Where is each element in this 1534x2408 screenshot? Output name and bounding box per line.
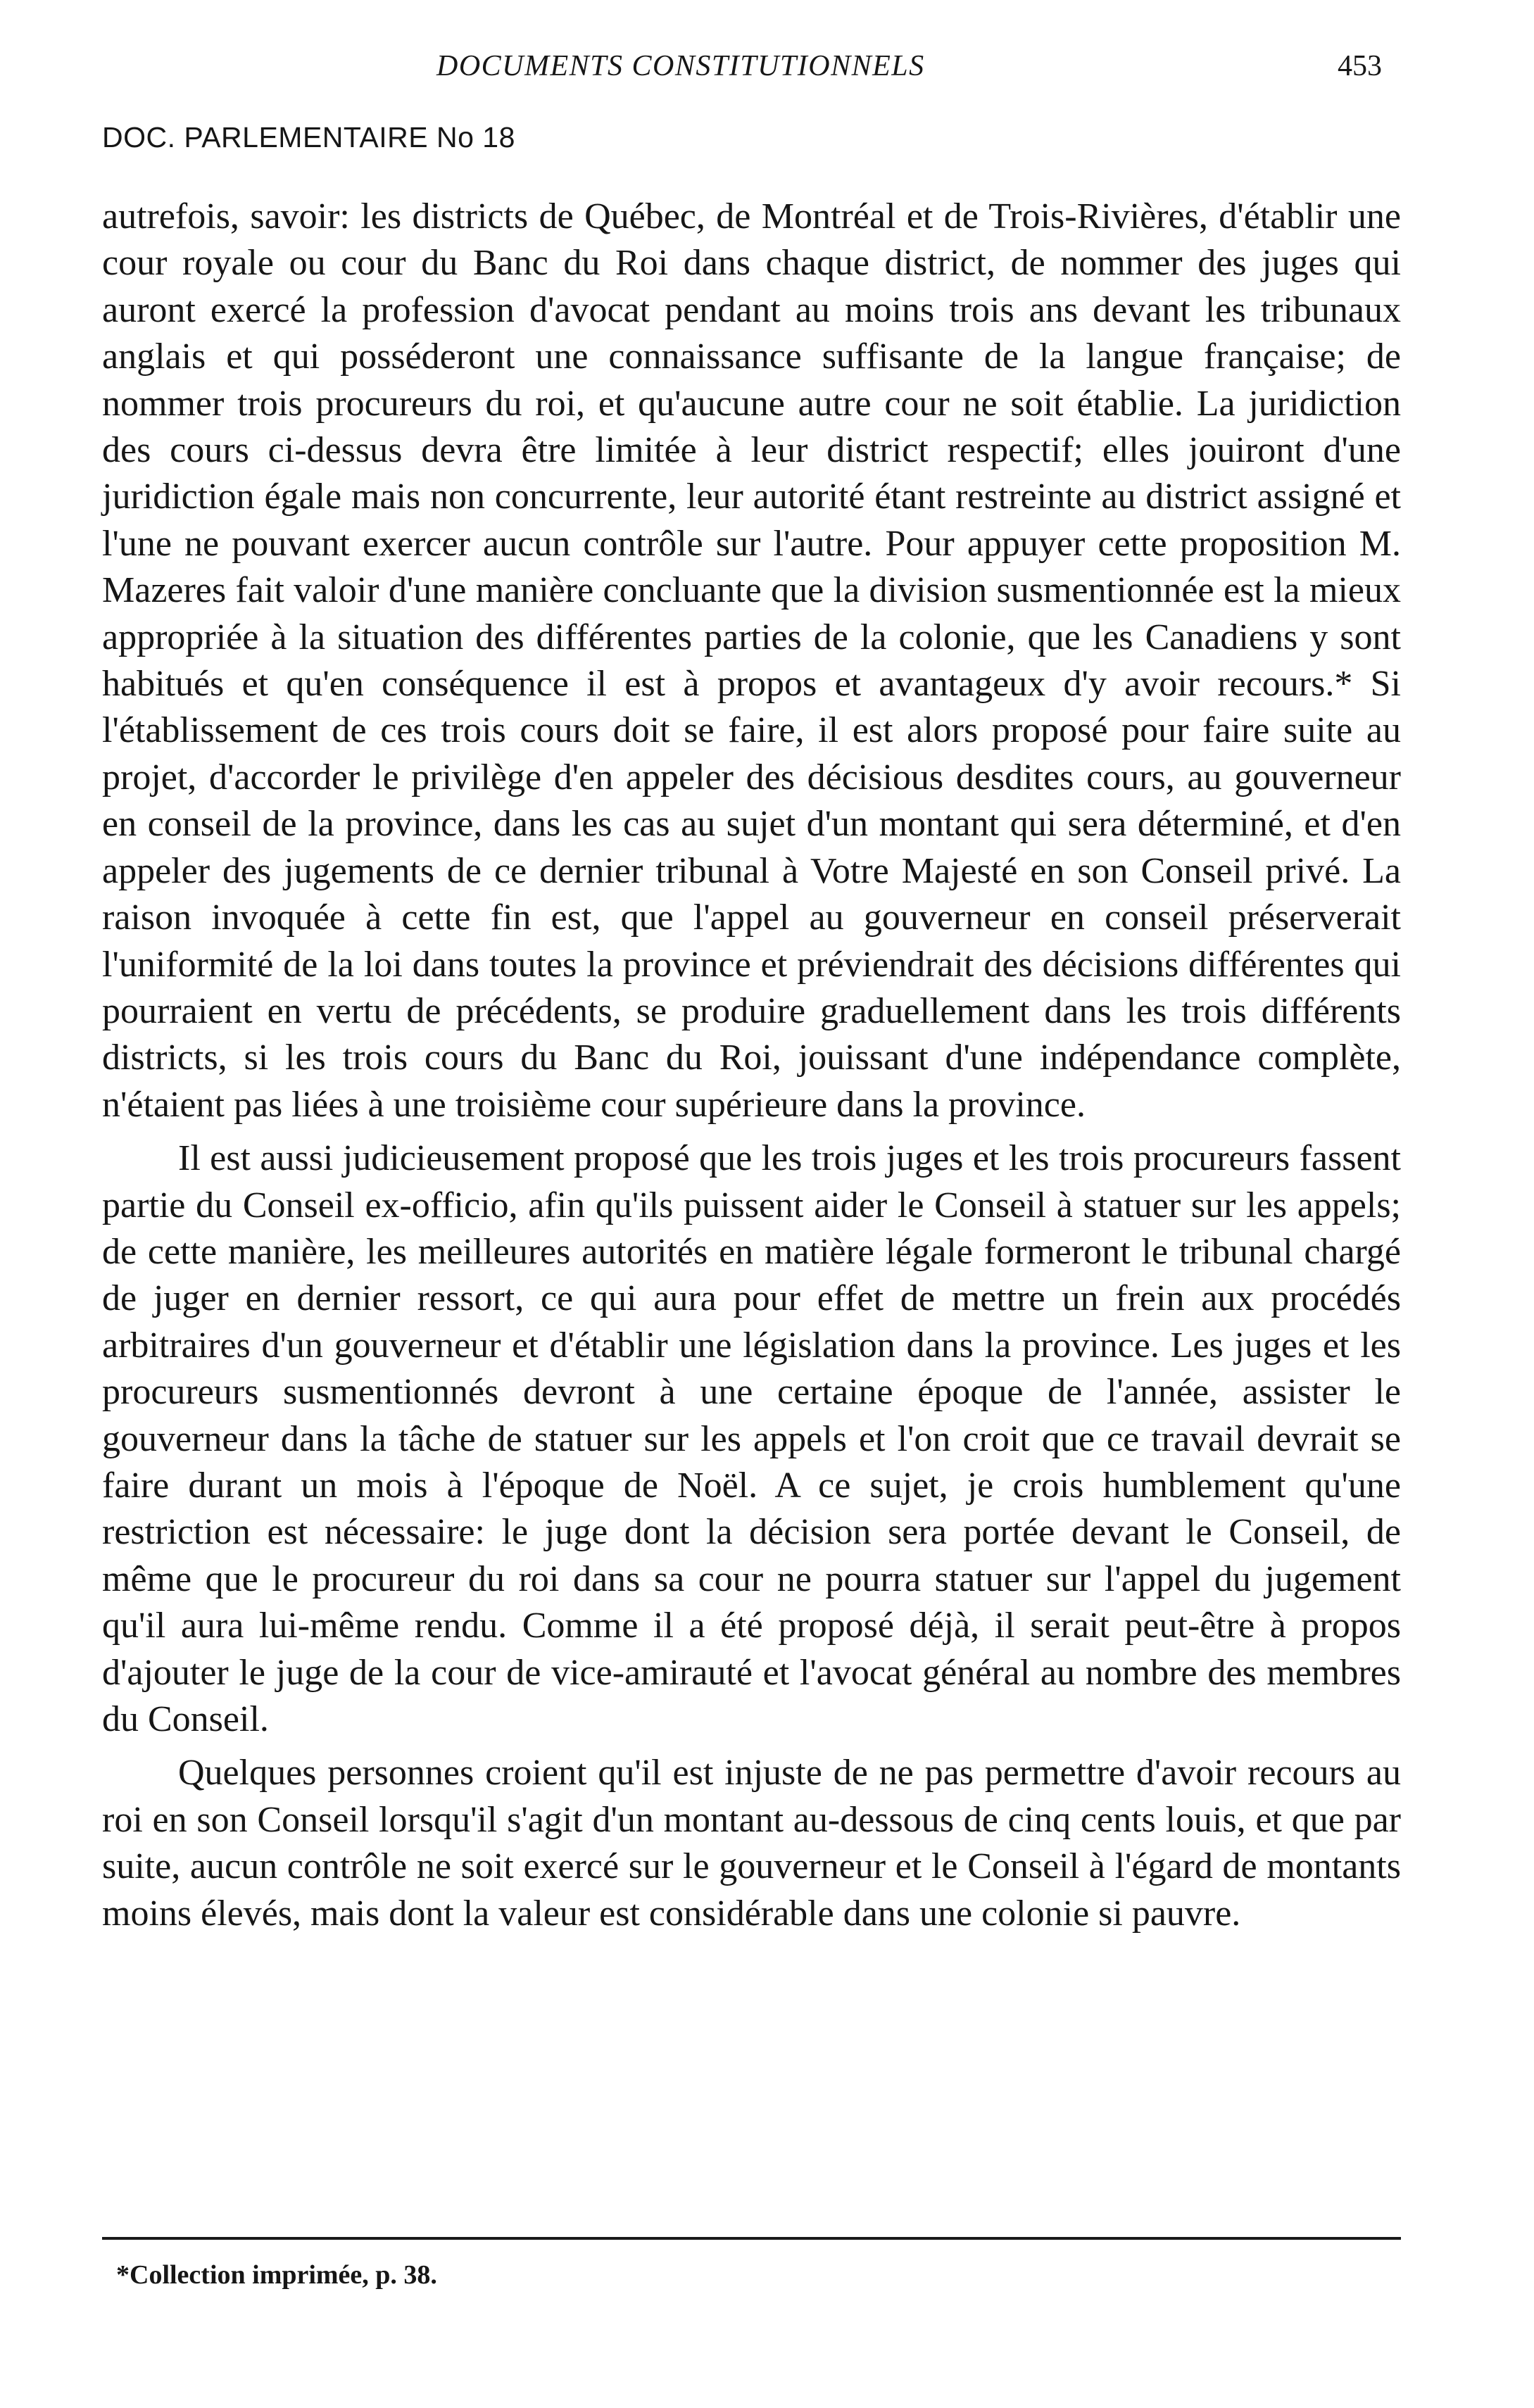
document-reference: DOC. PARLEMENTAIRE No 18 — [102, 121, 515, 153]
paragraph-1: autrefois, savoir: les districts de Québec, de Montréal et de Trois-Rivières, d'établir une cour royale ou cour du Banc du Roi dans chaque district, de nommer des juges qui auront exercé la profession d'avocat pendant au moins trois ans devant les tribunaux anglais et qui posséderont une connaissance suffisante de la langue française; de nommer trois procureurs du roi, et qu'aucune autre cour ne soit établie. La juridiction des cours ci-dessus devra être limitée à leur district respectif; elles jouiront d'une juridiction égale mais non concurrente, leur autorité étant restreinte au district assigné et l'une ne pouvant exercer aucun contrôle sur l'autre. Pour appuyer cette proposition M. Mazeres fait valoir d'une manière concluante que la division susmentionnée est la mieux appropriée à la situation des différentes parties de la colonie, que les Canadiens y sont habitués et qu'en conséquence il est à propos et avantageux d'y avoir recours.* Si l'établissement de ces trois cours doit se faire, il est alors proposé pour faire suite au projet, d'accorder le privilège d'en appeler des décisious desdites cours, au gouverneur en conseil de la province, dans les cas au sujet d'un montant qui sera déterminé, et d'en appeler des jugements de ce dernier tribunal à Votre Majesté en son Conseil privé. La raison invoquée à cette fin est, que l'appel au gouverneur en conseil préserverait l'uniformité de la loi dans toutes la province et préviendrait des décisions différentes qui pourraient en vertu de précédents, se produire graduellement dans les trois différents districts, si les trois cours du Banc du Roi, jouissant d'une indépendance complète, n'étaient pas liées à une troisième cour supérieure dans la province. — [102, 196, 1401, 1125]
footnote-divider — [102, 2237, 1401, 2240]
running-title: DOCUMENTS CONSTITUTIONNELS — [436, 50, 925, 82]
page-number: 453 — [1338, 50, 1382, 82]
paragraph-2: Il est aussi judicieusement proposé que les trois juges et les trois procureurs fassent partie du Conseil ex-officio, afin qu'ils puissent aider le Conseil à statuer sur les appels; de cette manière, les meilleures autorités en matière légale formeront le tribunal chargé de juger en dernier ressort, ce qui aura pour effet de mettre un frein aux procédés arbitraires d'un gouverneur et d'établir une législation dans la province. Les juges et les procureurs susmentionnés devront à une certaine époque de l'année, assister le gouverneur dans la tâche de statuer sur les appels et l'on croit que ce travail devrait se faire durant un mois à l'époque de Noël. A ce sujet, je crois humblement qu'une restriction est nécessaire: le juge dont la décision sera portée devant le Conseil, de même que le procureur du roi dans sa cour ne pourra statuer sur l'appel du jugement qu'il aura lui-même rendu. Comme il a été proposé déjà, il serait peut-être à propos d'ajouter le juge de la cour de vice-amirauté et l'avocat général au nombre des membres du Conseil. — [102, 1138, 1401, 1739]
body-text — [102, 194, 1401, 1937]
footnote: *Collection imprimée, p. 38. — [116, 2260, 437, 2290]
paragraph-3: Quelques personnes croient qu'il est injuste de ne pas permettre d'avoir recours au roi en son Conseil lorsqu'il s'agit d'un montant au-dessous de cinq cents louis, et que par suite, aucun contrôle ne soit exercé sur le gouverneur et le Conseil à l'égard de montants moins élevés, mais dont la valeur est considérable dans une colonie si pauvre. — [102, 1753, 1401, 1934]
